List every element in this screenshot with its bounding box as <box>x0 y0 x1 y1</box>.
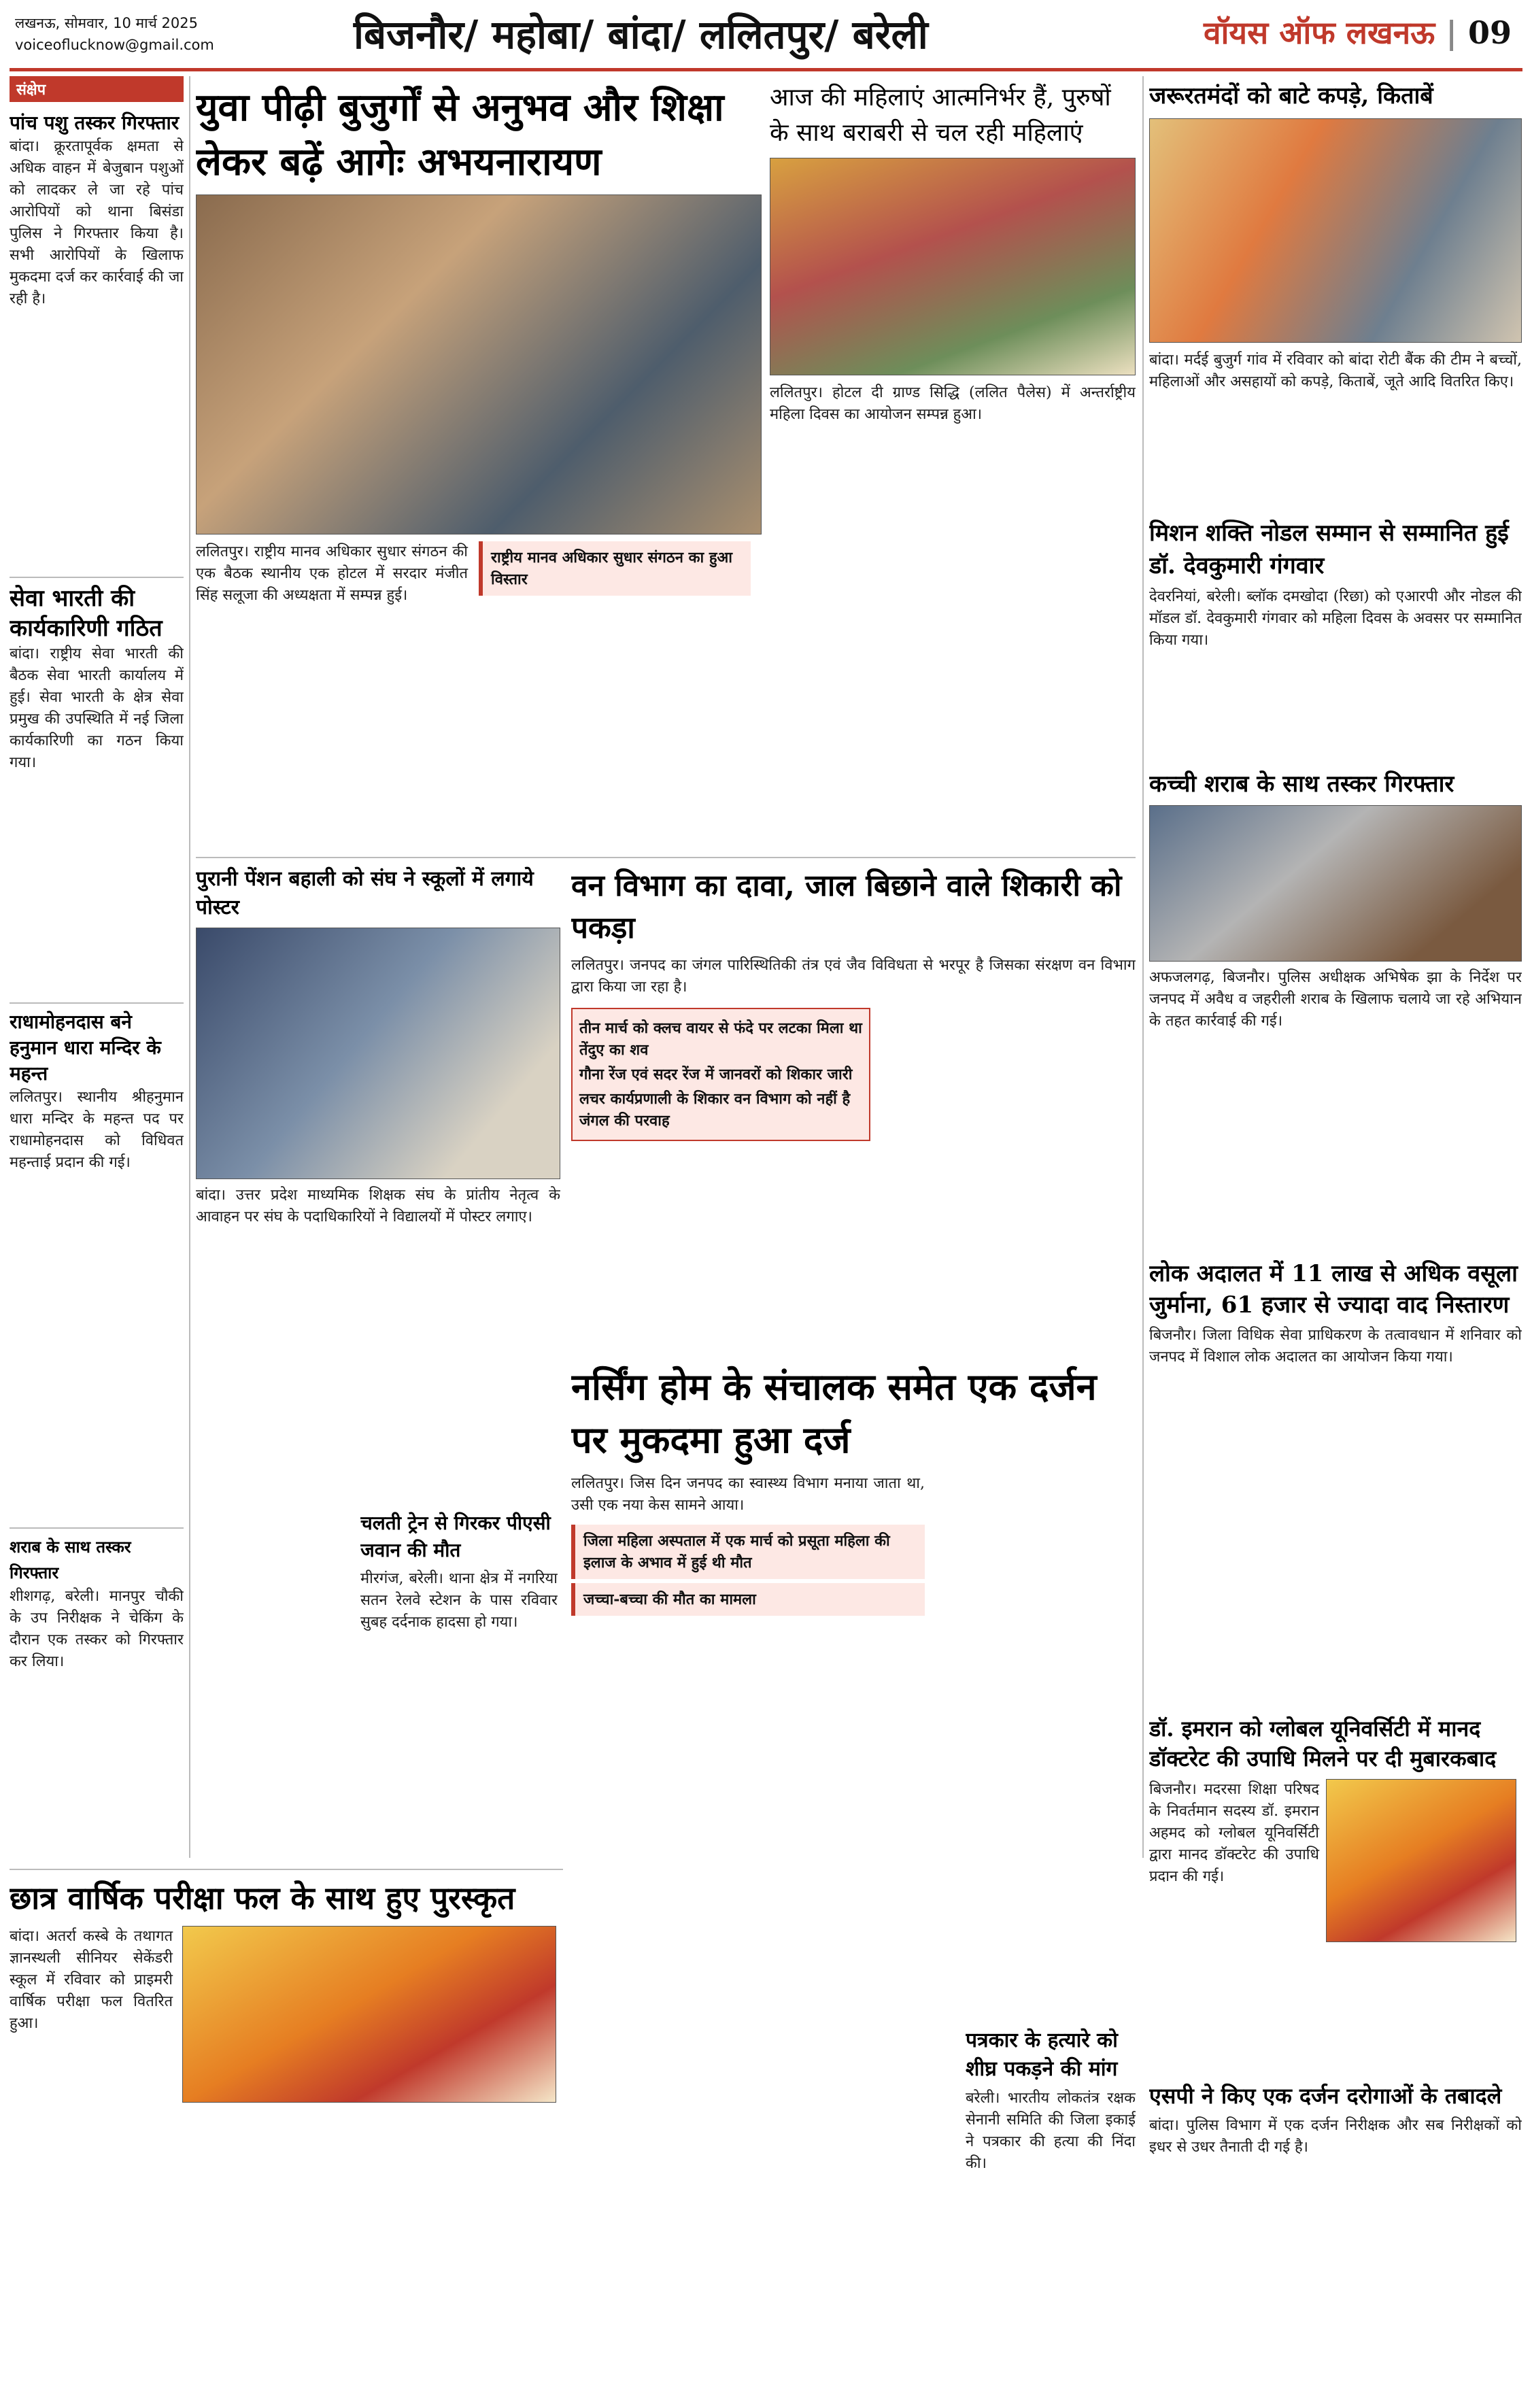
liquor-headline: कच्ची शराब के साथ तस्कर गिरफ्तार <box>1149 770 1454 798</box>
liquor-text: अफजलगढ़, बिजनौर। पुलिस अधीक्षक अभिषेक झा के निर्देश पर जनपद में अवैध व जहरीली शराब के खिलाफ चलाये जा रहे अभियान के तहत कार्रवाई की गई। <box>1149 969 1522 1030</box>
clothes-text: बांदा। मर्दई बुजुर्ग गांव में रविवार को बांदा रोटी बैंक की टीम ने बच्चों, महिलाओं और असहायों को कपड़े, किताबें, जूते आदि वितरित किए। <box>1149 352 1522 390</box>
lead-story <box>196 80 762 849</box>
nursing-text: ललितपुर। जिस दिन जनपद का स्वास्थ्य विभाग मनाया जाता था, उसी एक नया केस सामने आया। <box>571 1475 925 1514</box>
forest-points <box>571 1008 870 1141</box>
liquor-story <box>1149 768 1522 1244</box>
sidebar-head-1: पांच पशु तस्कर गिरफ्तार <box>10 112 180 134</box>
exam-photo <box>182 1926 556 2103</box>
exam-story <box>10 1877 563 2401</box>
lead-callout: राष्ट्रीय मानव अधिकार सुधार संगठन का हुआ विस्तार <box>479 541 751 596</box>
nursing-headline: नर्सिंग होम के संचालक समेत एक दर्जन पर मुकदमा हुआ दर्ज <box>571 1365 1097 1461</box>
nursing-point-1: जिला महिला अस्पताल में एक मार्च को प्रसूता महिला की इलाज के अभाव में हुई थी मौत <box>571 1525 925 1579</box>
column-rule <box>189 76 190 1858</box>
sidebar-text-3: ललितपुर। स्थानीय श्रीहनुमान धारा मन्दिर के महन्त पद पर राधामोहनदास को विधिवत महन्ताई प्रदान की गई। <box>10 1089 184 1171</box>
page-number: 09 <box>1467 14 1512 51</box>
divider <box>10 1002 184 1004</box>
lead-photo <box>196 194 762 535</box>
exam-text: बांदा। अतर्रा कस्बे के तथागत ज्ञानस्थली सीनियर सेकेंडरी स्कूल में रविवार को प्राइमरी वार्षिक परीक्षा फल वितरित हुआ। <box>10 1928 173 2032</box>
journalist-story <box>966 2027 1136 2394</box>
womens-day-story <box>770 80 1136 849</box>
divider <box>10 577 184 578</box>
divider <box>10 1527 184 1529</box>
doctorate-photo <box>1326 1779 1516 1942</box>
forest-point-3: लचर कार्यप्रणाली के शिकार वन विभाग को नहीं है जंगल की परवाह <box>579 1090 851 1130</box>
mission-text: देवरनियां, बरेली। ब्लॉक दमखोदा (रिछा) को एआरपी और नोडल की मॉडल डॉ. देवकुमारी गंगवार को महिला दिवस के अवसर पर सम्मानित किया गया। <box>1149 588 1522 649</box>
masthead-left <box>15 12 239 56</box>
paper-name: वॉयस ऑफ लखनऊ <box>1203 14 1435 51</box>
womens-day-text: ललितपुर। होटल दी ग्राण्ड सिद्धि (ललित पैलेस) में अन्तर्राष्ट्रीय महिला दिवस का आयोजन सम्पन्न हुआ। <box>770 384 1136 423</box>
lead-headline: युवा पीढ़ी बुजुर्गों से अनुभव और शिक्षा लेकर बढ़ें आगेः अभयनारायण <box>196 85 724 184</box>
doctorate-headline: डॉ. इमरान को ग्लोबल यूनिवर्सिटी में मानद डॉक्टरेट की उपाधि मिलने पर दी मुबारकबाद <box>1149 1716 1497 1771</box>
mission-story <box>1149 517 1522 762</box>
masthead-right: वॉयस ऑफ लखनऊ | 09 <box>1203 14 1512 51</box>
pension-story <box>196 865 560 1334</box>
forest-text: ललितपुर। जनपद का जंगल पारिस्थितिकी तंत्र एवं जैव विविधता से भरपूर है जिसका संरक्षण वन विभाग द्वारा किया जा रहा है। <box>571 957 1136 996</box>
journalist-headline: पत्रकार के हत्यारे को शीघ्र पकड़ने की मांग <box>966 2029 1118 2081</box>
forest-headline: वन विभाग का दावा, जाल बिछाने वाले शिकारी को पकड़ा <box>571 868 1122 945</box>
womens-day-headline: आज की महिलाएं आत्मनिर्भर हैं, पुरुषों के साथ बराबरी से चल रही महिलाएं <box>770 84 1111 147</box>
train-story <box>360 1510 558 1863</box>
sidebar-text-4: शीशगढ़, बरेली। मानपुर चौकी के उप निरीक्षक ने चेकिंग के दौरान एक तस्कर को गिरफ्तार कर लिया। <box>10 1588 184 1670</box>
exam-headline: छात्र वार्षिक परीक्षा फल के साथ हुए पुरस्कृत <box>10 1880 515 1916</box>
sidebar-head-4: शराब के साथ तस्कर गिरफ्तार <box>10 1537 131 1582</box>
sidebar-text-2: बांदा। राष्ट्रीय सेवा भारती की बैठक सेवा भारती कार्यालय में हुई। सेवा भारती के क्षेत्र सेवा प्रमुख की उपस्थिति में नई जिला कार्यकारिणी का गठन किया गया। <box>10 645 184 771</box>
sp-headline: एसपी ने किए एक दर्जन दरोगाओं के तबादले <box>1149 2083 1502 2109</box>
forest-story <box>571 865 1136 1334</box>
pension-headline: पुरानी पेंशन बहाली को संघ ने स्कूलों में लगाये पोस्टर <box>196 867 534 919</box>
sp-story <box>1149 2081 1522 2401</box>
court-headline: लोक अदालत में 11 लाख से अधिक वसूला जुर्माना, 61 हजार से ज्यादा वाद निस्तारण <box>1149 1260 1518 1319</box>
forest-point-1: तीन मार्च को क्लच वायर से फंदे पर लटका मिला था तेंदुए का शव <box>579 1019 862 1059</box>
sidebar-head-2: सेवा भारती की कार्यकारिणी गठित <box>10 585 163 642</box>
column-rule <box>1142 76 1144 1858</box>
nursing-story <box>571 1360 1136 1802</box>
sp-text: बांदा। पुलिस विभाग में एक दर्जन निरीक्षक और सब निरीक्षकों को इधर से उधर तैनाती दी गई है। <box>1149 2117 1522 2156</box>
sidebar-text-1: बांदा। क्रूरतापूर्वक क्षमता से अधिक वाहन में बेजुबान पशुओं को लादकर ले जा रहे पांच आरोपियों को थाना बिसंडा पुलिस ने गिरफ्तार किया है। सभी आरोपियों के खिलाफ मुकदमा दर्ज कर कार्रवाई की जा रही है। <box>10 138 184 307</box>
train-text: मीरगंज, बरेली। थाना क्षेत्र में नगरिया सतन रेलवे स्टेशन के पास रविवार सुबह दर्दनाक हादसा हो गया। <box>360 1570 558 1631</box>
doctorate-story <box>1149 1714 1522 2067</box>
header-rule <box>10 68 1522 71</box>
clothes-headline: जरूरतमंदों को बाटे कपड़े, किताबें <box>1149 82 1433 109</box>
train-headline: चलती ट्रेन से गिरकर पीएसी जवान की मौत <box>360 1512 551 1561</box>
section-rule <box>10 1869 563 1870</box>
lead-text: ललितपुर। राष्ट्रीय मानव अधिकार सुधार संगठन की एक बैठक स्थानीय एक होटल में सरदार मंजीत सिंह सलूजा की अध्यक्षता में सम्पन्न हुई। <box>196 543 468 604</box>
edition-title: बिजनौर/ महोबा/ बांदा/ ललितपुर/ बरेली <box>354 12 928 58</box>
clothes-story <box>1149 80 1522 502</box>
sidebar-head-3: राधामोहनदास बने हनुमान धारा मन्दिर के महन्त <box>10 1011 161 1085</box>
section-rule <box>196 857 1136 858</box>
sidebar-label: संक्षेप <box>10 76 184 102</box>
sidebar <box>10 76 184 1861</box>
nursing-point-2: जच्चा-बच्चा की मौत का मामला <box>571 1583 925 1616</box>
forest-point-2: गौना रेंज एवं सदर रेंज में जानवरों को शिकार जारी <box>579 1066 853 1083</box>
womens-day-photo <box>770 158 1136 375</box>
court-text: बिजनौर। जिला विधिक सेवा प्राधिकरण के तत्वावधान में शनिवार को जनपद में विशाल लोक अदालत का आयोजन किया गया। <box>1149 1327 1522 1366</box>
pension-photo <box>196 928 560 1179</box>
email: voiceoflucknow@gmail.com <box>15 37 214 53</box>
clothes-photo <box>1149 118 1522 343</box>
pension-text: बांदा। उत्तर प्रदेश माध्यमिक शिक्षक संघ के प्रांतीय नेतृत्व के आवाहन पर संघ के पदाधिकारियों ने विद्यालयों में पोस्टर लगाए। <box>196 1187 560 1225</box>
mission-headline: मिशन शक्ति नोडल सम्मान से सम्मानित हुई डॉ. देवकुमारी गंगवार <box>1149 520 1509 579</box>
court-story <box>1149 1258 1522 1639</box>
journalist-text: बरेली। भारतीय लोकतंत्र रक्षक सेनानी समिति की जिला इकाई ने पत्रकार की हत्या की निंदा की। <box>966 2090 1136 2172</box>
liquor-photo <box>1149 805 1522 962</box>
city-date: लखनऊ, सोमवार, 10 मार्च 2025 <box>15 15 199 31</box>
nursing-points <box>571 1525 925 1616</box>
doctorate-text: बिजनौर। मदरसा शिक्षा परिषद के निवर्तमान सदस्य डॉ. इमरान अहमद को ग्लोबल यूनिवर्सिटी द्वारा मानद डॉक्टरेट की उपाधि प्रदान की गई। <box>1149 1781 1319 1885</box>
